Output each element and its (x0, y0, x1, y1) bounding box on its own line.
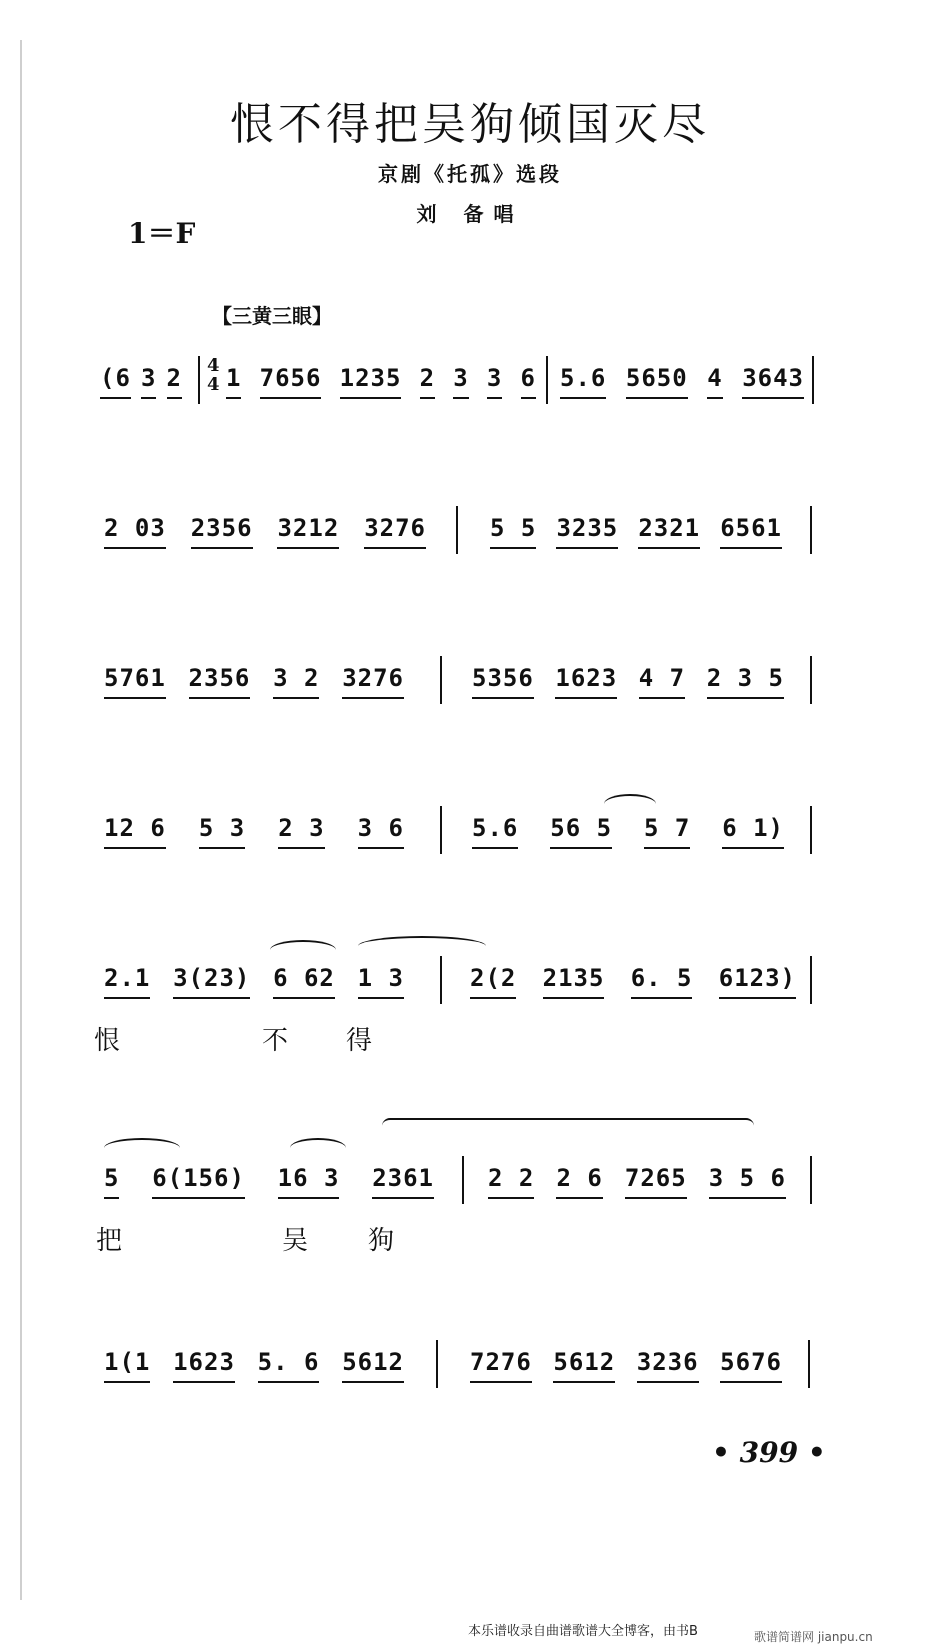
note-group: 3 6 (358, 806, 404, 842)
note-group: 4 (707, 356, 722, 392)
page-subtitle: 京剧《托孤》选段 (378, 162, 562, 186)
note-group: 5 3 (199, 806, 245, 842)
note-group: 5.6 (472, 806, 518, 842)
note-group: 2 3 5 (707, 656, 784, 692)
bar-group (104, 956, 404, 1014)
slur-mark (104, 1138, 180, 1158)
note-group: 1 (226, 356, 241, 392)
note-group: 7265 (625, 1156, 687, 1192)
barline (440, 656, 442, 704)
note-group: 2 3 (278, 806, 324, 842)
barline (810, 806, 812, 854)
slur-mark (604, 794, 656, 814)
staff-line-5 (100, 956, 860, 1036)
bar-group (472, 806, 784, 864)
lyric-char: 不 (262, 1026, 289, 1056)
staff-line-7 (100, 1340, 860, 1420)
note-group: 5 (104, 1156, 119, 1192)
barline (810, 656, 812, 704)
bar-group (472, 656, 784, 714)
note-group: 3(23) (173, 956, 250, 992)
note-group: 2356 (191, 506, 253, 542)
note-group: 3236 (637, 1340, 699, 1376)
note-group: 2 (167, 356, 182, 392)
lyric-char: 吴 (282, 1226, 309, 1256)
bar-group (100, 356, 182, 414)
note-group: 2 (420, 356, 435, 392)
note-group: 3212 (277, 506, 339, 542)
note-group: 6123) (719, 956, 796, 992)
barline (808, 1340, 810, 1388)
footer-credit: 本乐谱收录自曲谱歌谱大全博客，由书B (468, 1624, 698, 1639)
note-group: 5761 (104, 656, 166, 692)
note-group: 5650 (626, 356, 688, 392)
page-edge-rule (20, 40, 22, 1600)
note-group: 7276 (470, 1340, 532, 1376)
lyric-char: 把 (96, 1226, 123, 1256)
barline (436, 1340, 438, 1388)
slur-mark (290, 1138, 346, 1158)
slur-mark (382, 1118, 754, 1126)
bar-group (488, 1156, 786, 1214)
note-group: 56 5 (550, 806, 612, 842)
staff-line-2 (100, 506, 860, 586)
note-group: 1(1 (104, 1340, 150, 1376)
bar-group (226, 356, 536, 414)
note-group: 5 7 (644, 806, 690, 842)
note-group: 3276 (342, 656, 404, 692)
note-group: 2135 (543, 956, 605, 992)
staff-line-6 (100, 1156, 860, 1236)
barline (462, 1156, 464, 1204)
note-group: 5.6 (560, 356, 606, 392)
note-group: 6561 (720, 506, 782, 542)
note-group: 5356 (472, 656, 534, 692)
lyric-char: 恨 (94, 1026, 121, 1056)
note-group: 6 1) (722, 806, 784, 842)
note-group: 6(156) (152, 1156, 245, 1192)
note-group: 1235 (340, 356, 402, 392)
note-group: 2(2 (470, 956, 516, 992)
barline (810, 1156, 812, 1204)
note-group: 2 03 (104, 506, 166, 542)
note-group: 6 62 (273, 956, 335, 992)
note-group: 3 2 (273, 656, 319, 692)
note-group: 5612 (553, 1340, 615, 1376)
bar-group (470, 956, 796, 1014)
bar-group (560, 356, 804, 414)
note-group: 5. 6 (258, 1340, 320, 1376)
note-group: 2321 (638, 506, 700, 542)
note-group: 2356 (189, 656, 251, 692)
bar-group (104, 1156, 434, 1214)
page-number: • 399 • (712, 1436, 826, 1469)
note-group: 6. 5 (631, 956, 693, 992)
barline (456, 506, 458, 554)
note-group: 3276 (364, 506, 426, 542)
barline (812, 356, 814, 404)
note-group: 3 5 6 (709, 1156, 786, 1192)
note-group: 3 (487, 356, 502, 392)
slur-mark (358, 936, 486, 956)
staff-line-4 (100, 806, 860, 886)
page-title: 恨不得把吴狗倾国灭尽 (230, 99, 710, 150)
lyric-char: 得 (346, 1026, 373, 1056)
note-group: 2.1 (104, 956, 150, 992)
note-group: 5 5 (490, 506, 536, 542)
barline (546, 356, 548, 404)
note-group: 2361 (372, 1156, 434, 1192)
note-group: 5612 (342, 1340, 404, 1376)
note-group: 16 3 (278, 1156, 340, 1192)
bar-group (490, 506, 782, 564)
bar-group (104, 656, 404, 714)
bar-group (470, 1340, 782, 1398)
bar-group (104, 806, 404, 864)
note-group: 12 6 (104, 806, 166, 842)
note-group: 3 (453, 356, 468, 392)
barline (440, 956, 442, 1004)
time-signature: 4 4 (207, 355, 220, 395)
note-group: 1623 (555, 656, 617, 692)
banqiang-marking: 【三黄三眼】 (212, 304, 332, 328)
note-group: 3643 (742, 356, 804, 392)
barline (810, 956, 812, 1004)
note-group: 6 (521, 356, 536, 392)
note-group: 2 6 (556, 1156, 602, 1192)
note-group: 3 (141, 356, 156, 392)
staff-line-3 (100, 656, 860, 736)
note-group: 2 2 (488, 1156, 534, 1192)
note-group: 1623 (173, 1340, 235, 1376)
bar-group (104, 506, 426, 564)
key-signature: 1＝F (128, 217, 196, 250)
note-group: 4 7 (639, 656, 685, 692)
note-group: 7656 (260, 356, 322, 392)
barline (198, 356, 200, 404)
staff-line-1 (100, 356, 860, 436)
lyric-char: 狗 (368, 1226, 395, 1256)
bar-group (104, 1340, 404, 1398)
note-group: 3235 (556, 506, 618, 542)
note-group: (6 (100, 356, 131, 392)
watermark: 歌谱简谱网 jianpu.cn (754, 1630, 873, 1644)
note-group: 1 3 (358, 956, 404, 992)
singer-credit: 刘 备唱 (416, 202, 524, 226)
barline (440, 806, 442, 854)
note-group: 5676 (720, 1340, 782, 1376)
barline (810, 506, 812, 554)
